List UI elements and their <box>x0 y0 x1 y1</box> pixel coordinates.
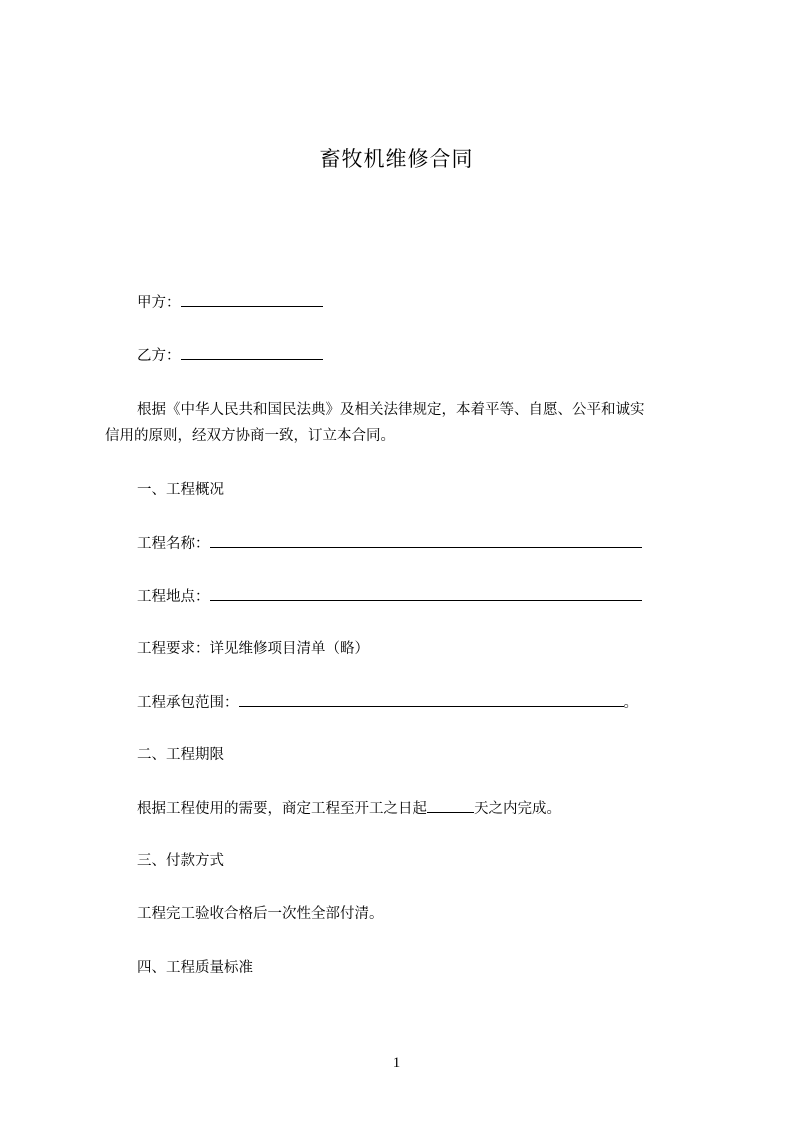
page-number: 1 <box>392 1055 401 1071</box>
project-scope-label: 工程承包范围： <box>137 695 239 711</box>
section-3-heading: 三、付款方式 <box>137 853 224 869</box>
project-name-label: 工程名称： <box>137 536 210 552</box>
project-scope-end: 。 <box>623 695 638 711</box>
project-name-line <box>137 533 642 554</box>
section-4-heading: 四、工程质量标准 <box>137 960 253 976</box>
preamble-paragraph <box>105 397 705 449</box>
party-a-label: 甲方： <box>137 295 181 311</box>
project-scope-line <box>137 692 638 713</box>
project-requirement: 工程要求：详见维修项目清单（略） <box>137 641 369 657</box>
payment-text: 工程完工验收合格后一次性全部付清。 <box>137 906 384 922</box>
party-b-line <box>137 345 323 366</box>
party-a-blank <box>181 292 323 307</box>
project-location-label: 工程地点： <box>137 589 210 605</box>
party-b-label: 乙方： <box>137 348 181 364</box>
duration-days-blank <box>427 798 474 813</box>
project-location-blank <box>210 586 642 601</box>
project-scope-blank <box>239 692 624 707</box>
party-a-line <box>137 292 323 313</box>
project-name-blank <box>210 533 642 548</box>
preamble-line-1: 根据《中华人民共和国民法典》及相关法律规定，本着平等、自愿、公平和诚实 <box>137 402 645 418</box>
preamble-line-2: 信用的原则，经双方协商一致，订立本合同。 <box>105 428 395 444</box>
section-1-heading: 一、工程概况 <box>137 482 224 498</box>
project-location-line <box>137 586 642 607</box>
duration-line <box>137 798 561 819</box>
section-2-heading: 二、工程期限 <box>137 747 224 763</box>
document-title: 畜牧机维修合同 <box>319 147 474 171</box>
duration-text-before: 根据工程使用的需要，商定工程至开工之日起 <box>137 801 427 817</box>
party-b-blank <box>181 345 323 360</box>
duration-text-after: 天之内完成。 <box>474 801 561 817</box>
